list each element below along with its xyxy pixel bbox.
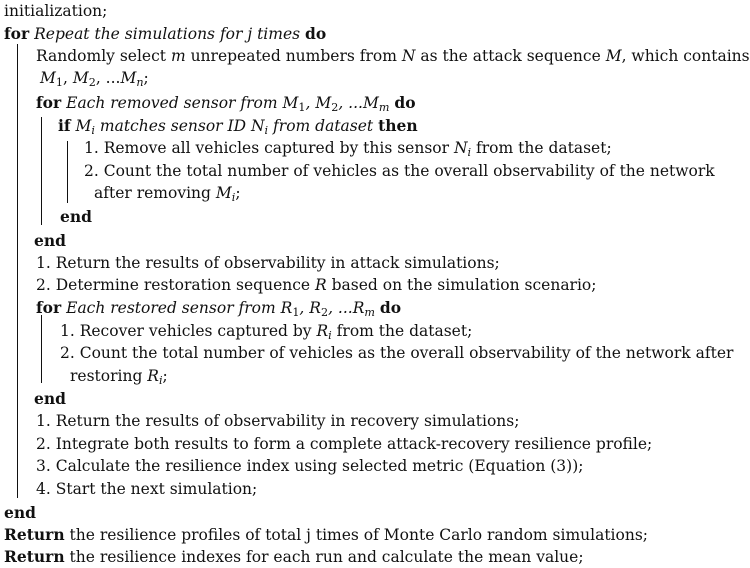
subscript: 2 — [331, 100, 339, 114]
text: 1. Return the results of observability in attack simulations; — [36, 254, 500, 272]
line-outer-end — [4, 505, 36, 522]
line-if-step-2 — [84, 164, 715, 180]
var-M: M — [282, 94, 299, 112]
var-R: R — [309, 299, 321, 317]
subscript: n — [136, 75, 144, 89]
line-final-3 — [36, 459, 583, 475]
text: based on the simulation scenario; — [326, 276, 597, 294]
text: 3. Calculate the resilience index using selected metric (Equation (3)); — [36, 457, 584, 475]
loop2-bar — [41, 315, 42, 383]
text: , — [305, 94, 316, 112]
text: ; — [162, 367, 168, 385]
kw-end: end — [60, 207, 92, 226]
subscript: 1 — [55, 75, 63, 89]
text: , which contains — [621, 47, 750, 65]
var-M: M — [75, 117, 92, 135]
init-text: initialization; — [4, 2, 108, 20]
var-m: m — [170, 47, 186, 65]
line-select-1 — [36, 49, 750, 65]
text: 1. Recover vehicles captured by — [60, 322, 317, 340]
if-condition: matches sensor ID — [94, 117, 251, 135]
line-loop2-step-2b — [70, 369, 168, 385]
var-N: N — [401, 47, 416, 65]
subscript: 1 — [292, 305, 300, 319]
kw-end: end — [34, 231, 66, 250]
text: unrepeated numbers from — [185, 47, 402, 65]
kw-then: then — [378, 116, 418, 135]
text: ; — [235, 184, 241, 202]
text: after removing — [94, 184, 216, 202]
line-mid-1 — [36, 256, 500, 272]
line-select-2 — [40, 71, 149, 87]
loop1-condition: Each removed sensor from — [66, 94, 283, 112]
line-loop2-end — [34, 391, 66, 408]
text: 1. Remove all vehicles captured by this sensor — [84, 139, 454, 157]
var-M: M — [315, 94, 332, 112]
text: , ... — [338, 94, 363, 112]
kw-if: if — [58, 116, 71, 135]
text: as the attack sequence — [415, 47, 606, 65]
var-R: R — [352, 299, 365, 317]
var-R: R — [315, 276, 327, 294]
text: 4. Start the next simulation; — [36, 480, 258, 498]
line-mid-2 — [36, 278, 596, 294]
line-outer-for — [4, 26, 326, 43]
line-initialization — [4, 4, 107, 20]
var-M: M — [72, 69, 89, 87]
kw-return: Return — [4, 547, 65, 566]
text: , — [299, 299, 310, 317]
var-R: R — [316, 322, 329, 340]
text: 1. Return the results of observability in recovery simulations; — [36, 412, 520, 430]
subscript: i — [328, 328, 332, 342]
kw-end: end — [4, 503, 36, 522]
text: , ... — [95, 69, 121, 87]
line-return-1 — [4, 527, 648, 544]
loop1-bar — [41, 117, 42, 225]
subscript: i — [264, 123, 269, 137]
var-R: R — [280, 299, 293, 317]
subscript: 2 — [320, 305, 329, 319]
line-loop2-for — [36, 300, 401, 317]
subscript: m — [364, 305, 375, 319]
text: from the dataset; — [471, 139, 612, 157]
subscript: i — [91, 123, 95, 137]
text: the resilience indexes for each run and calculate the mean value; — [64, 548, 584, 566]
var-N: N — [250, 117, 265, 135]
kw-for: for — [4, 24, 30, 43]
subscript: i — [158, 373, 163, 387]
outer-loop-bar — [17, 44, 18, 498]
subscript: i — [231, 190, 236, 204]
text: Randomly select — [36, 47, 171, 65]
var-M: M — [215, 184, 232, 202]
text: from the dataset; — [331, 322, 473, 340]
var-R: R — [147, 367, 159, 385]
line-loop1-end — [34, 233, 66, 250]
var-M: M — [362, 94, 379, 112]
text: , ... — [328, 299, 353, 317]
var-M: M — [40, 69, 56, 87]
line-loop1-for — [36, 95, 416, 112]
kw-end: end — [34, 389, 66, 408]
line-final-1 — [36, 414, 519, 430]
subscript: m — [378, 100, 390, 114]
text: ; — [143, 69, 149, 87]
kw-do: do — [305, 24, 327, 43]
if-bar — [67, 141, 68, 203]
line-loop2-step-1 — [60, 324, 472, 340]
line-final-4 — [36, 482, 257, 498]
subscript: 2 — [88, 75, 96, 89]
var-M: M — [605, 47, 622, 65]
kw-for: for — [36, 298, 62, 317]
line-loop2-step-2 — [60, 346, 733, 362]
kw-return: Return — [4, 525, 65, 544]
kw-for: for — [36, 93, 62, 112]
loop2-condition: Each restored sensor from — [66, 299, 281, 317]
var-N: N — [453, 139, 468, 157]
line-final-2 — [36, 437, 652, 453]
line-return-2 — [4, 549, 584, 566]
line-if-step-1 — [84, 141, 612, 157]
line-if-step-2b — [94, 186, 241, 202]
kw-do: do — [379, 298, 402, 317]
var-M: M — [120, 69, 137, 87]
text: 2. Determine restoration sequence — [36, 276, 316, 294]
text: the resilience profiles of total j times of Monte Carlo random simulations; — [64, 526, 649, 544]
text: , — [62, 69, 73, 87]
line-if-end — [60, 209, 92, 226]
text: 2. Count the total number of vehicles as the overall observability of the network after — [60, 344, 734, 362]
kw-do: do — [394, 93, 416, 112]
text: 2. Integrate both results to form a complete attack-recovery resilience profile; — [36, 435, 653, 453]
text: restoring — [70, 367, 148, 385]
subscript: 1 — [298, 100, 306, 114]
outer-loop-condition: Repeat the simulations for j times — [34, 25, 301, 43]
line-if — [58, 118, 418, 135]
text: 2. Count the total number of vehicles as the overall observability of the network — [84, 162, 715, 180]
text: from dataset — [268, 117, 374, 135]
subscript: i — [467, 145, 472, 159]
